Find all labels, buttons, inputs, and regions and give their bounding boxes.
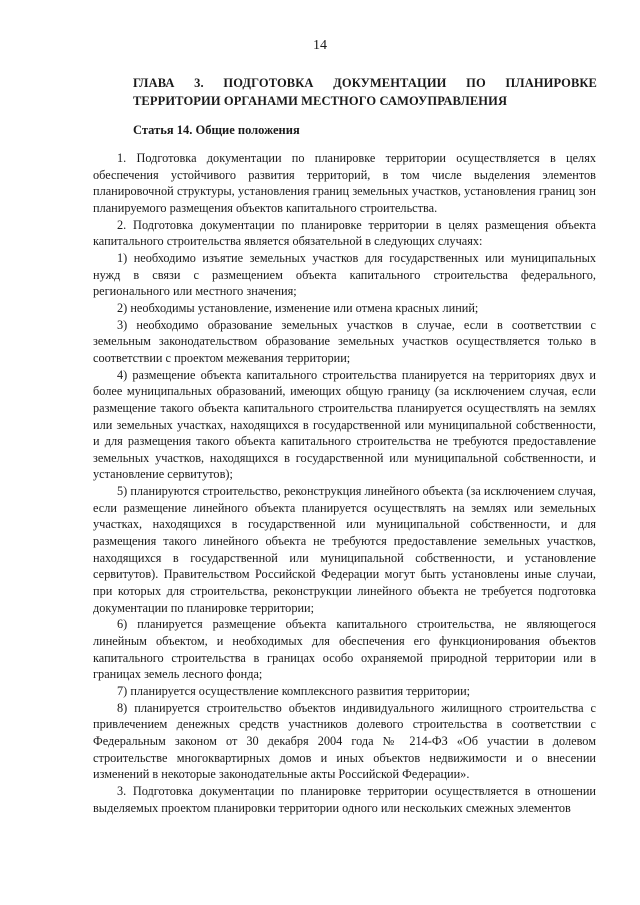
list-item-3: 3) необходимо образование земельных участков в случае, если в соответствии с земельным законодательством образование земельных участков осуществляется только в соответствии с проектом межевания территории;	[93, 317, 596, 365]
list-item-5: 5) планируются строительство, реконструкция линейного объекта (за исключением случая, если размещение линейного объекта планируется осуществлять на землях или земельных участках, находящихся в государственной или муниципальной собственности, и для размещения такого линейного объекта не требуются предоставление земельных участков, находящихся в государственной или муниципальной собственности, и установление сервитутов). Правительством Российской Федерации могут быть установлены иные случаи, при которых для строительства, реконструкции линейного объекта не требуется подготовка документации по планировке территории;	[93, 484, 596, 615]
page-number: 14	[313, 38, 327, 53]
paragraph-1: 1. Подготовка документации по планировке территории осуществляется в целях обеспечения устойчивого развития территорий, в том числе выделения элементов планировочной структуры, установления границ земельных участков, установления границ зон планируемого размещения объектов капитального строительства.	[93, 151, 596, 215]
body-text	[93, 150, 596, 816]
article-title: Статья 14. Общие положения	[133, 123, 300, 137]
paragraph-3: 3. Подготовка документации по планировке территории осуществляется в отношении выделяемых проектом планировки территории одного или нескольких смежных элементов	[93, 783, 596, 815]
list-item-2: 2) необходимы установление, изменение или отмена красных линий;	[117, 300, 479, 315]
list-item-8: 8) планируется строительство объектов индивидуального жилищного строительства с привлечением денежных средств участников долевого строительства в соответствии с Федеральным законом от 30 декабря 2004 года № 214-ФЗ «Об участии в долевом строительстве многоквартирных домов и иных объектов недвижимости и о внесении изменений в некоторые законодательные акты Российской Федерации».	[93, 700, 596, 782]
list-item-4: 4) размещение объекта капитального строительства планируется на территориях двух и более муниципальных образований, имеющих общую границу (за исключением случая, если размещение такого объекта капитального строительства планируется осуществлять на землях или земельных участках, находящихся в государственной или муниципальной собственности, и для размещения такого объекта капитального строительства не требуются предоставление земельных участков, находящихся в государственной или муниципальной собственности, и установление сервитутов);	[93, 367, 596, 482]
list-item-6: 6) планируется размещение объекта капитального строительства, не являющегося линейным объектом, и необходимых для обеспечения его функционирования объектов капитального строительства в границах особо охраняемой природной территории или в границах земель лесного фонда;	[93, 617, 596, 682]
chapter-title: ГЛАВА 3. ПОДГОТОВКА ДОКУМЕНТАЦИИ ПО ПЛАНИРОВКЕ ТЕРРИТОРИИ ОРГАНАМИ МЕСТНОГО САМОУПРАВЛЕНИЯ	[133, 76, 597, 108]
list-item-7: 7) планируется осуществление комплексного развития территории;	[117, 684, 471, 698]
paragraph-2: 2. Подготовка документации по планировке территории в целях размещения объекта капитального строительства является обязательной в следующих случаях:	[93, 217, 596, 249]
list-item-1: 1) необходимо изъятие земельных участков для государственных или муниципальных нужд в связи с размещением объекта капитального строительства федерального, регионального или местного значения;	[93, 250, 596, 299]
